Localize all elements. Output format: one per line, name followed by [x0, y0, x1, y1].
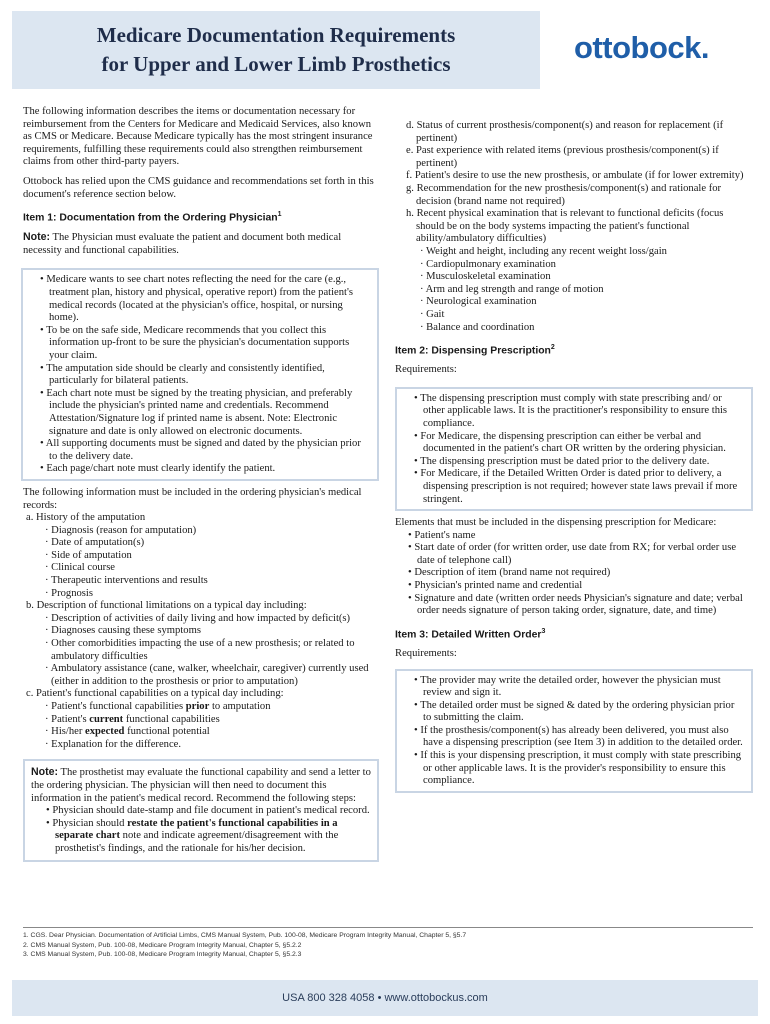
list-item: · Weight and height, including any recent weight loss/gain — [420, 245, 667, 257]
item1-requirements-box — [21, 268, 379, 481]
list-item: • Each chart note must be signed by the treating physician, and preferably include the physician's printed name and credentials. Recommend Attestation/Signature log if printed name is absent. Note: Electronic signature and date is only allowed on electronic documents. — [40, 387, 353, 437]
item3-heading: Item 3: Detailed Written Order$^3$ — [395, 627, 546, 641]
list-item: h. Recent physical examination that is relevant to functional deficits (focus should be on the body systems impacting the patient's functional ability/ambulatory difficulties) — [406, 208, 724, 245]
list-item: • Physician should date-stamp and file document in patient's medical record. — [46, 805, 370, 817]
item3-requirements-box — [395, 669, 753, 793]
list-item: • Medicare wants to see chart notes reflecting the need for the care (e.g., treatment plan, history and physical, operative report) from the patient's medical records (located at the physician's office, hospital, or nursing home). — [40, 274, 354, 324]
list-item: · Diagnosis (reason for amputation) — [45, 524, 197, 536]
item1-heading: Item 1: Documentation from the Ordering Physician$^1$ — [23, 211, 282, 224]
list-item: · Ambulatory assistance (cane, walker, wheelchair, caregiver) currently used (either in addition to the prosthesis or prior to amputation) — [45, 663, 369, 687]
list-item: • The dispensing prescription must comply with state prescribing and/ or other applicable laws. It is the practitioner's responsibility to ensure this compliance. — [414, 392, 728, 429]
list-item: · Balance and coordination — [420, 321, 535, 333]
list-item: • Start date of order (for written order, use date from RX; for verbal order use date of telephone call) — [408, 542, 737, 566]
title-line-2: for Upper and Lower Limb Prosthetics — [101, 52, 451, 76]
list-item: · Diagnoses causing these symptoms — [45, 625, 201, 637]
title-line-1: Medicare Documentation Requirements — [96, 23, 456, 47]
intro-paragraph-2: Ottobock has relied upon the CMS guidance and recommendations set forth in this document's reference section below. — [23, 175, 374, 200]
note2: Note: The prosthetist may evaluate the functional capability and send a letter to the ordering physician. The physician will then need to document this information in the patient's medical record. Recommend the following steps: — [31, 766, 371, 804]
footer-contact: USA 800 328 4058 • www.ottobockus.com — [12, 980, 758, 1016]
list-item: · Other comorbidities impacting the use of a new prosthesis; or related to ambulatory difficulties — [45, 638, 355, 662]
list-item: • Physician's printed name and credential — [408, 580, 583, 592]
requirements-label: Requirements: — [395, 364, 457, 376]
section-a-label: a. History of the amputation — [26, 512, 146, 524]
title-banner — [12, 11, 540, 89]
list-item: • For Medicare, if the Detailed Written Order is dated prior to delivery, a dispensing prescription is not required; however state laws prevail if more stringent. — [414, 468, 738, 505]
right-column — [395, 120, 753, 799]
list-item: • For Medicare, the dispensing prescription can either be verbal and documented in the patient's chart OR written by the ordering physician. — [414, 430, 726, 455]
list-item: · Musculoskeletal examination — [420, 271, 551, 283]
item2-heading: Item 2: Dispensing Prescription$^2$ — [395, 344, 555, 357]
footnotes — [23, 927, 753, 960]
elements-intro: Elements that must be included in the dispensing prescription for Medicare: — [395, 517, 717, 529]
footnote: 3. CMS Manual System, Pub. 100-08, Medicare Program Integrity Manual, Chapter 5, §5.2.3 — [23, 951, 302, 958]
section-c-label: c. Patient's functional capabilities on a typical day including: — [26, 688, 284, 700]
footnote: 1. CGS. Dear Physician. Documentation of Artificial Limbs, CMS Manual System, Pub. 100-08, Medicare Program Integrity Manual, Chapter 5, §5.7 — [23, 932, 467, 939]
list-item: · Side of amputation — [45, 549, 132, 561]
list-item: • The detailed order must be signed & dated by the ordering physician prior to submitting the claim. — [414, 699, 735, 724]
list-item: · Arm and leg strength and range of motion — [420, 283, 604, 295]
ottobock-logo: ottobock. — [574, 30, 709, 65]
list-item: g. Recommendation for the new prosthesis/component(s) and rationale for decision (brand name not required) — [406, 182, 722, 207]
list-item: · Date of amputation(s) — [45, 537, 145, 549]
list-item: · Description of activities of daily living and how impacted by deficit(s) — [45, 612, 351, 624]
list-item: • The provider may write the detailed order, however the physician must review and sign it. — [414, 674, 721, 699]
list-item: · Therapeutic interventions and results — [45, 575, 208, 587]
list-item: · Explanation for the difference. — [45, 738, 181, 750]
list-item: • The dispensing prescription must be dated prior to the delivery date. — [414, 455, 710, 467]
list-item: • If the prosthesis/component(s) has already been delivered, you must also have a dispensing prescription (see Item 3) in addition to the detailed order. — [414, 724, 743, 749]
list-item: • Description of item (brand name not required) — [408, 567, 611, 579]
prosthetist-note-box — [23, 759, 379, 861]
list-item: · Patient's functional capabilities prior to amputation — [45, 701, 271, 712]
list-item: f. Patient's desire to use the new prosthesis, or ambulate (if for lower extremity) — [406, 170, 744, 182]
list-item: • Physician should restate the patient's functional capabilities in a separate chart note and indicate agreement/disagreement with the prosthetist's findings, and the rationale for his/her decision. — [46, 817, 339, 854]
records-intro: The following information must be included in the ordering physician's medical records: — [23, 486, 362, 511]
list-item: · His/her expected functional potential — [45, 726, 210, 738]
list-item: • All supporting documents must be signed and dated by the physician prior to the delivery date. — [40, 438, 361, 462]
list-item: • Each page/chart note must clearly identify the patient. — [40, 463, 276, 475]
list-item: · Prognosis — [45, 587, 93, 599]
list-item: · Clinical course — [45, 562, 116, 574]
intro-paragraph: The following information describes the items or documentation necessary for reimbursement from the Centers for Medicare and Medicaid Services, also known as CMS or Medicare. Because Medicare typically has the most stringent insurance requirements, fulfilling these requirements could also strengthen reimbursement claims from other third-party payers. — [23, 106, 373, 168]
list-item: • To be on the safe side, Medicare recommends that you collect this information up-front to be sure the physician's documentation supports your claim. — [40, 324, 350, 361]
page-title — [12, 21, 540, 79]
item2-requirements-box — [395, 387, 753, 511]
list-item: • Signature and date (written order needs Physician's signature and date; verbal order needs signature of person taking order, signature, date, and time) — [408, 592, 743, 617]
list-item: • If this is your dispensing prescription, it must comply with state prescribing or other applicable laws. It is the provider's responsibility to ensure this compliance. — [414, 750, 742, 787]
list-item: · Patient's current functional capabilities — [45, 713, 220, 725]
list-item: · Gait — [420, 308, 445, 320]
section-b-label: b. Description of functional limitations on a typical day including: — [26, 600, 307, 612]
left-column — [23, 106, 379, 862]
list-item: · Neurological examination — [420, 296, 537, 308]
list-item: • Patient's name — [408, 529, 476, 541]
footnote: 2. CMS Manual System, Pub. 100-08, Medicare Program Integrity Manual, Chapter 5, §5.2.2 — [23, 941, 302, 949]
note1: Note: The Physician must evaluate the patient and document both medical necessity and functional capabilities. — [23, 231, 342, 256]
list-item: e. Past experience with related items (previous prosthesis/component(s) if pertinent) — [406, 145, 719, 169]
requirements-label: Requirements: — [395, 647, 457, 659]
list-item: · Cardiopulmonary examination — [420, 258, 556, 270]
list-item: • The amputation side should be clearly and consistently identified, particularly for bilateral patients. — [40, 362, 325, 387]
list-item: d. Status of current prosthesis/component(s) and reason for replacement (if pertinent) — [406, 120, 724, 144]
